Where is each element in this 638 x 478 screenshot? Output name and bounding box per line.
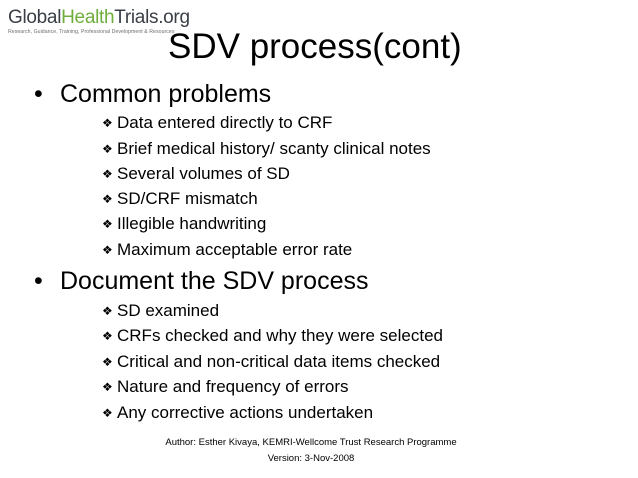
list-item [102, 189, 258, 210]
list-item-text: Maximum acceptable error rate [117, 240, 353, 259]
list-item-text: Brief medical history/ scanty clinical notes [117, 139, 431, 158]
list-item-text: SD examined [117, 301, 220, 320]
list-item [102, 164, 290, 185]
list-item [102, 139, 431, 160]
list-item-text: Critical and non-critical data items checked [117, 352, 441, 371]
diamond-bullet-icon: ❖ [102, 380, 113, 394]
diamond-bullet-icon: ❖ [102, 355, 113, 369]
diamond-bullet-icon: ❖ [102, 406, 113, 420]
footer-author: Author: Esther Kivaya, KEMRI-Wellcome Trust Research Programme [165, 437, 457, 448]
diamond-bullet-icon: ❖ [102, 329, 113, 343]
diamond-bullet-icon: ❖ [102, 304, 113, 318]
bullet-icon: • [34, 80, 43, 108]
diamond-bullet-icon: ❖ [102, 192, 113, 206]
logo-part-health: Health [61, 7, 115, 28]
diamond-bullet-icon: ❖ [102, 116, 113, 130]
diamond-bullet-icon: ❖ [102, 243, 113, 257]
diamond-bullet-icon: ❖ [102, 167, 113, 181]
list-item-text: CRFs checked and why they were selected [117, 326, 443, 345]
list-item [102, 377, 349, 398]
list-item-text: Nature and frequency of errors [117, 377, 349, 396]
slide-title: SDV process(cont) [168, 27, 462, 66]
logo-tagline: Research, Guidance, Training, Professional Development & Resources [8, 29, 175, 35]
logo-part-global: Global [8, 7, 62, 28]
diamond-bullet-icon: ❖ [102, 217, 113, 231]
logo-part-org: .org [158, 7, 190, 28]
section-heading-common-problems [34, 79, 271, 109]
list-item-text: SD/CRF mismatch [117, 189, 258, 208]
logo-part-trials: Trials [114, 7, 159, 28]
list-item-text: Several volumes of SD [117, 164, 290, 183]
globalhealthtrials-logo[interactable] [8, 7, 190, 40]
list-item [102, 301, 219, 322]
section-heading-text: Common problems [60, 80, 272, 108]
list-item [102, 326, 443, 347]
section-heading-document-sdv [34, 266, 368, 296]
list-item [102, 113, 332, 134]
list-item [102, 214, 266, 235]
list-item [102, 240, 352, 261]
footer-version: Version: 3-Nov-2008 [267, 453, 355, 464]
list-item-text: Data entered directly to CRF [117, 113, 333, 132]
list-item [102, 352, 440, 373]
bullet-icon: • [34, 267, 43, 295]
list-item-text: Any corrective actions undertaken [117, 403, 374, 422]
diamond-bullet-icon: ❖ [102, 142, 113, 156]
section-heading-text: Document the SDV process [60, 267, 369, 295]
list-item [102, 403, 373, 424]
logo-wordmark [8, 7, 190, 28]
list-item-text: Illegible handwriting [117, 214, 267, 233]
